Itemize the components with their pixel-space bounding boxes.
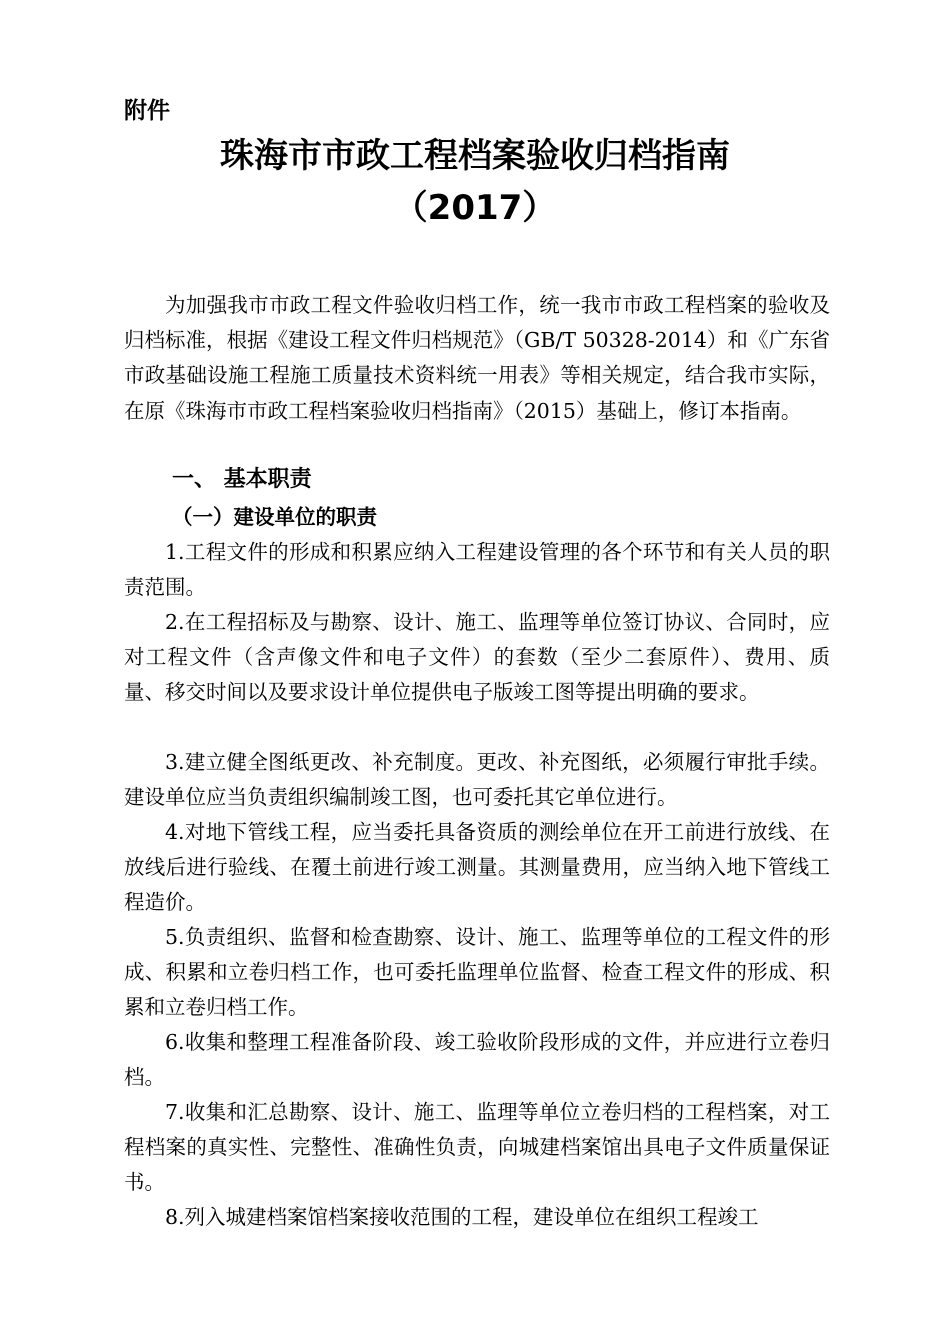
subsection-heading-construction-unit: （一）建设单位的职责 — [172, 505, 377, 529]
duty-item-1: 1.工程文件的形成和积累应纳入工程建设管理的各个环节和有关人员的职责范围。 — [124, 540, 830, 600]
duty-item-5: 5.负责组织、监督和检查勘察、设计、施工、监理等单位的工程文件的形成、积累和立卷归档工作，也可委托监理单位监督、检查工程文件的形成、积累和立卷归档工作。 — [124, 925, 830, 1020]
duty-item-6: 6.收集和整理工程准备阶段、竣工验收阶段形成的文件，并应进行立卷归档。 — [124, 1030, 830, 1090]
intro-paragraph: 为加强我市市政工程文件验收归档工作，统一我市市政工程档案的验收及归档标准，根据《建设工程文件归档规范》（GB/T 50328-2014）和《广东省市政基础设施工程施工质量技术资料统一用表》等相关规定，结合我市实际，在原《珠海市市政工程档案验收归档指南》（2015）基础上，修订本指南。 — [124, 293, 830, 423]
section-heading-basic-duties: 一、 基本职责 — [172, 467, 312, 492]
attachment-label: 附件 — [124, 98, 170, 124]
document-year: （2017） — [393, 188, 557, 228]
duty-item-4: 4.对地下管线工程，应当委托具备资质的测绘单位在开工前进行放线、在放线后进行验线、在覆土前进行竣工测量。其测量费用，应当纳入地下管线工程造价。 — [124, 820, 830, 915]
duty-item-7: 7.收集和汇总勘察、设计、施工、监理等单位立卷归档的工程档案，对工程档案的真实性、完整性、准确性负责，向城建档案馆出具电子文件质量保证书。 — [124, 1100, 830, 1195]
document-title: 珠海市市政工程档案验收归档指南 — [220, 136, 730, 176]
duty-item-3: 3.建立健全图纸更改、补充制度。更改、补充图纸，必须履行审批手续。建设单位应当负责组织编制竣工图，也可委托其它单位进行。 — [124, 750, 830, 810]
duty-item-8: 8.列入城建档案馆档案接收范围的工程，建设单位在组织工程竣工 — [165, 1205, 759, 1229]
duty-item-2: 2.在工程招标及与勘察、设计、施工、监理等单位签订协议、合同时，应对工程文件（含声像文件和电子文件）的套数（至少二套原件）、费用、质量、移交时间以及要求设计单位提供电子版竣工图等提出明确的要求。 — [124, 610, 830, 705]
